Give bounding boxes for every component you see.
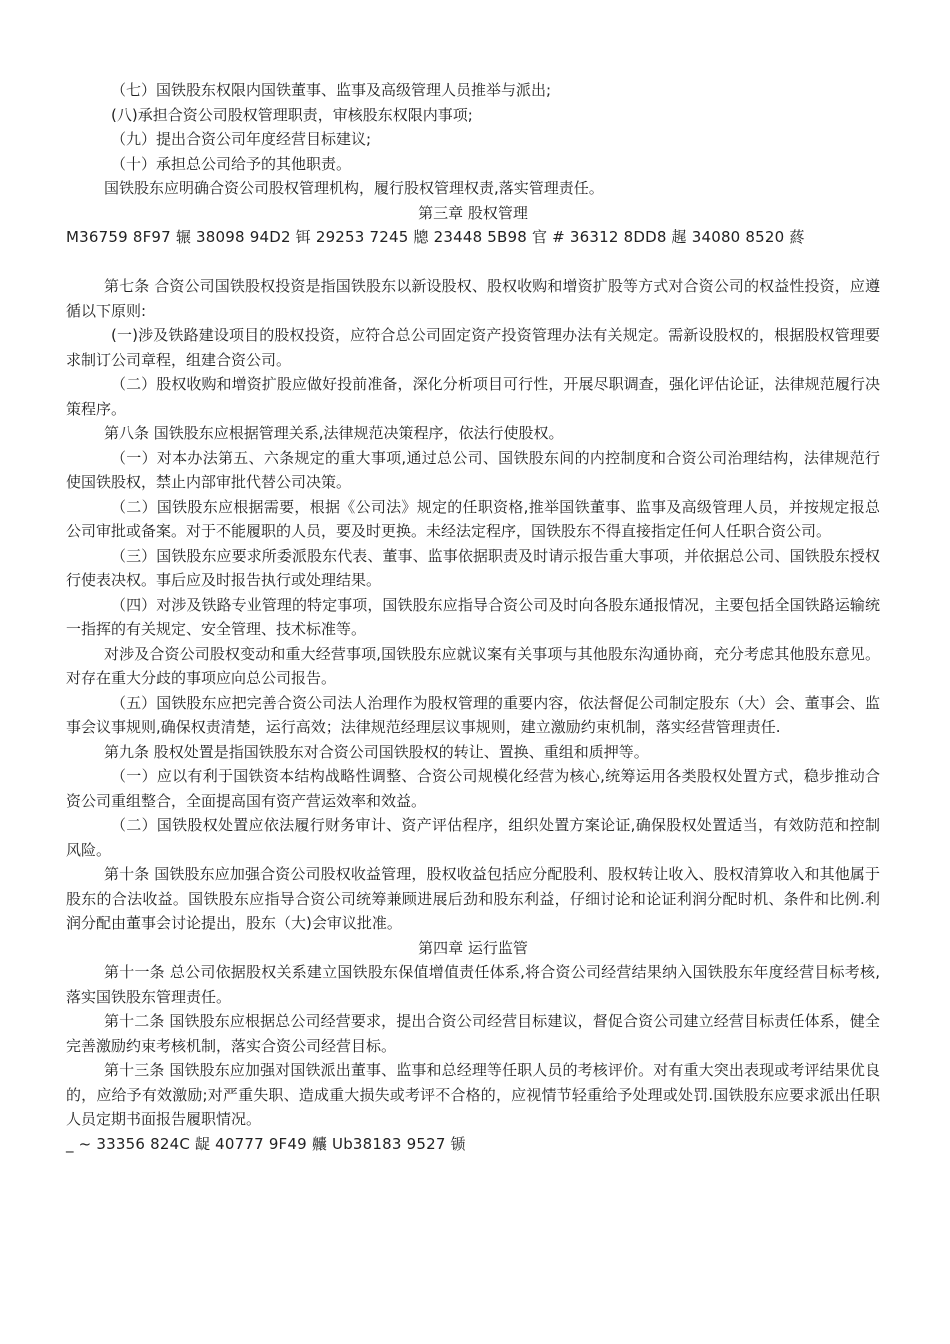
article-8-item-5: （五）国铁股东应把完善合资公司法人治理作为股权管理的重要内容，依法督促公司制定股东（大）会、董事会、监事会议事规则,确保权责清楚，运行高效；法律规范经理层议事规则，建立激励约束机制，落实经营管理责任. — [66, 693, 880, 736]
article-7: 第七条 合资公司国铁股权投资是指国铁股东以新设股权、股权收购和增资扩股等方式对合资公司的权益性投资，应遵循以下原则: — [66, 277, 880, 320]
article-9-item-2: （二）国铁股权处置应依法履行财务审计、资产评估程序，组织处置方案论证,确保股权处置适当，有效防范和控制风险。 — [66, 816, 880, 859]
garbled-line-2: _ ~ 33356 824C 龊 40777 9F49 齉 Ub38183 9527 锧 — [66, 1134, 466, 1153]
paragraph-equity-org: 国铁股东应明确合资公司股权管理机构，履行股权管理权责,落实管理责任。 — [104, 179, 604, 197]
article-8-item-3: （三）国铁股东应要求所委派股东代表、董事、监事依据职责及时请示报告重大事项，并依据总公司、国铁股东授权行使表决权。事后应及时报告执行或处理结果。 — [66, 546, 880, 589]
article-8-item-2: （二）国铁股东应根据需要，根据《公司法》规定的任职资格,推举国铁董事、监事及高级管理人员，并按规定报总公司审批或备案。对于不能履职的人员，要及时更换。未经法定程序，国铁股东不得直接指定任何人任职合资公司。 — [66, 497, 880, 540]
article-11: 第十一条 总公司依据股权关系建立国铁股东保值增值责任体系,将合资公司经营结果纳入国铁股东年度经营目标考核,落实国铁股东管理责任。 — [66, 963, 880, 1006]
article-8-item-4: （四）对涉及铁路专业管理的特定事项，国铁股东应指导合资公司及时向各股东通报情况，主要包括全国铁路运输统一指挥的有关规定、安全管理、技术标准等。 — [66, 595, 880, 638]
list-item-8: (八)承担合资公司股权管理职责，审核股东权限内事项; — [111, 105, 473, 124]
article-8: 第八条 国铁股东应根据管理关系,法律规范决策程序，依法行使股权。 — [104, 424, 564, 442]
chapter-4-heading: 第四章 运行监管 — [418, 938, 528, 957]
article-10: 第十条 国铁股东应加强合资公司股权收益管理，股权收益包括应分配股利、股权转让收入、股权清算收入和其他属于股东的合法收益。国铁股东应指导合资公司统筹兼顾进展后劲和股东利益，仔细讨论和论证利润分配时机、条件和比例.利润分配由董事会讨论提出，股东（大)会审议批准。 — [66, 865, 880, 932]
list-item-10: （十）承担总公司给予的其他职责。 — [111, 154, 352, 173]
article-12: 第十二条 国铁股东应根据总公司经营要求，提出合资公司经营目标建议，督促合资公司建立经营目标责任体系，健全完善激励约束考核机制，落实合资公司经营目标。 — [66, 1012, 880, 1055]
document-body — [66, 78, 880, 1156]
chapter-3-heading: 第三章 股权管理 — [418, 203, 528, 222]
garbled-line-1: M36759 8F97 辗 38098 94D2 铒 29253 7245 牕 23448 5B98 官 # 36312 8DD8 趘 34080 8520 蔠 — [66, 228, 805, 246]
list-item-7: （七）国铁股东权限内国铁董事、监事及高级管理人员推举与派出; — [111, 81, 552, 99]
article-13: 第十三条 国铁股东应加强对国铁派出董事、监事和总经理等任职人员的考核评价。对有重大突出表现或考评结果优良的，应给予有效激励;对严重失职、造成重大损失或考评不合格的，应视情节轻重给予处理或处罚.国铁股东应要求派出任职人员定期书面报告履职情况。 — [66, 1061, 880, 1128]
article-8-paragraph: 对涉及合资公司股权变动和重大经营事项,国铁股东应就议案有关事项与其他股东沟通协商，充分考虑其他股东意见。对存在重大分歧的事项应向总公司报告。 — [66, 644, 880, 687]
article-8-item-1: （一）对本办法第五、六条规定的重大事项,通过总公司、国铁股东间的内控制度和合资公司治理结构，法律规范行使国铁股权，禁止内部审批代替公司决策。 — [66, 448, 880, 491]
article-9-item-1: （一）应以有利于国铁资本结构战略性调整、合资公司规模化经营为核心,统筹运用各类股权处置方式，稳步推动合资公司重组整合，全面提高国有资产营运效率和效益。 — [66, 767, 880, 810]
spacer — [66, 250, 880, 275]
article-7-item-2: （二）股权收购和增资扩股应做好投前准备，深化分析项目可行性，开展尽职调查，强化评估论证，法律规范履行决策程序。 — [66, 375, 880, 418]
list-item-9: （九）提出合资公司年度经营目标建议; — [111, 130, 372, 148]
article-7-item-1: (一)涉及铁路建设项目的股权投资，应符合总公司固定资产投资管理办法有关规定。需新设股权的，根据股权管理要求制订公司章程，组建合资公司。 — [66, 326, 880, 369]
article-9: 第九条 股权处置是指国铁股东对合资公司国铁股权的转让、置换、重组和质押等。 — [104, 742, 649, 761]
